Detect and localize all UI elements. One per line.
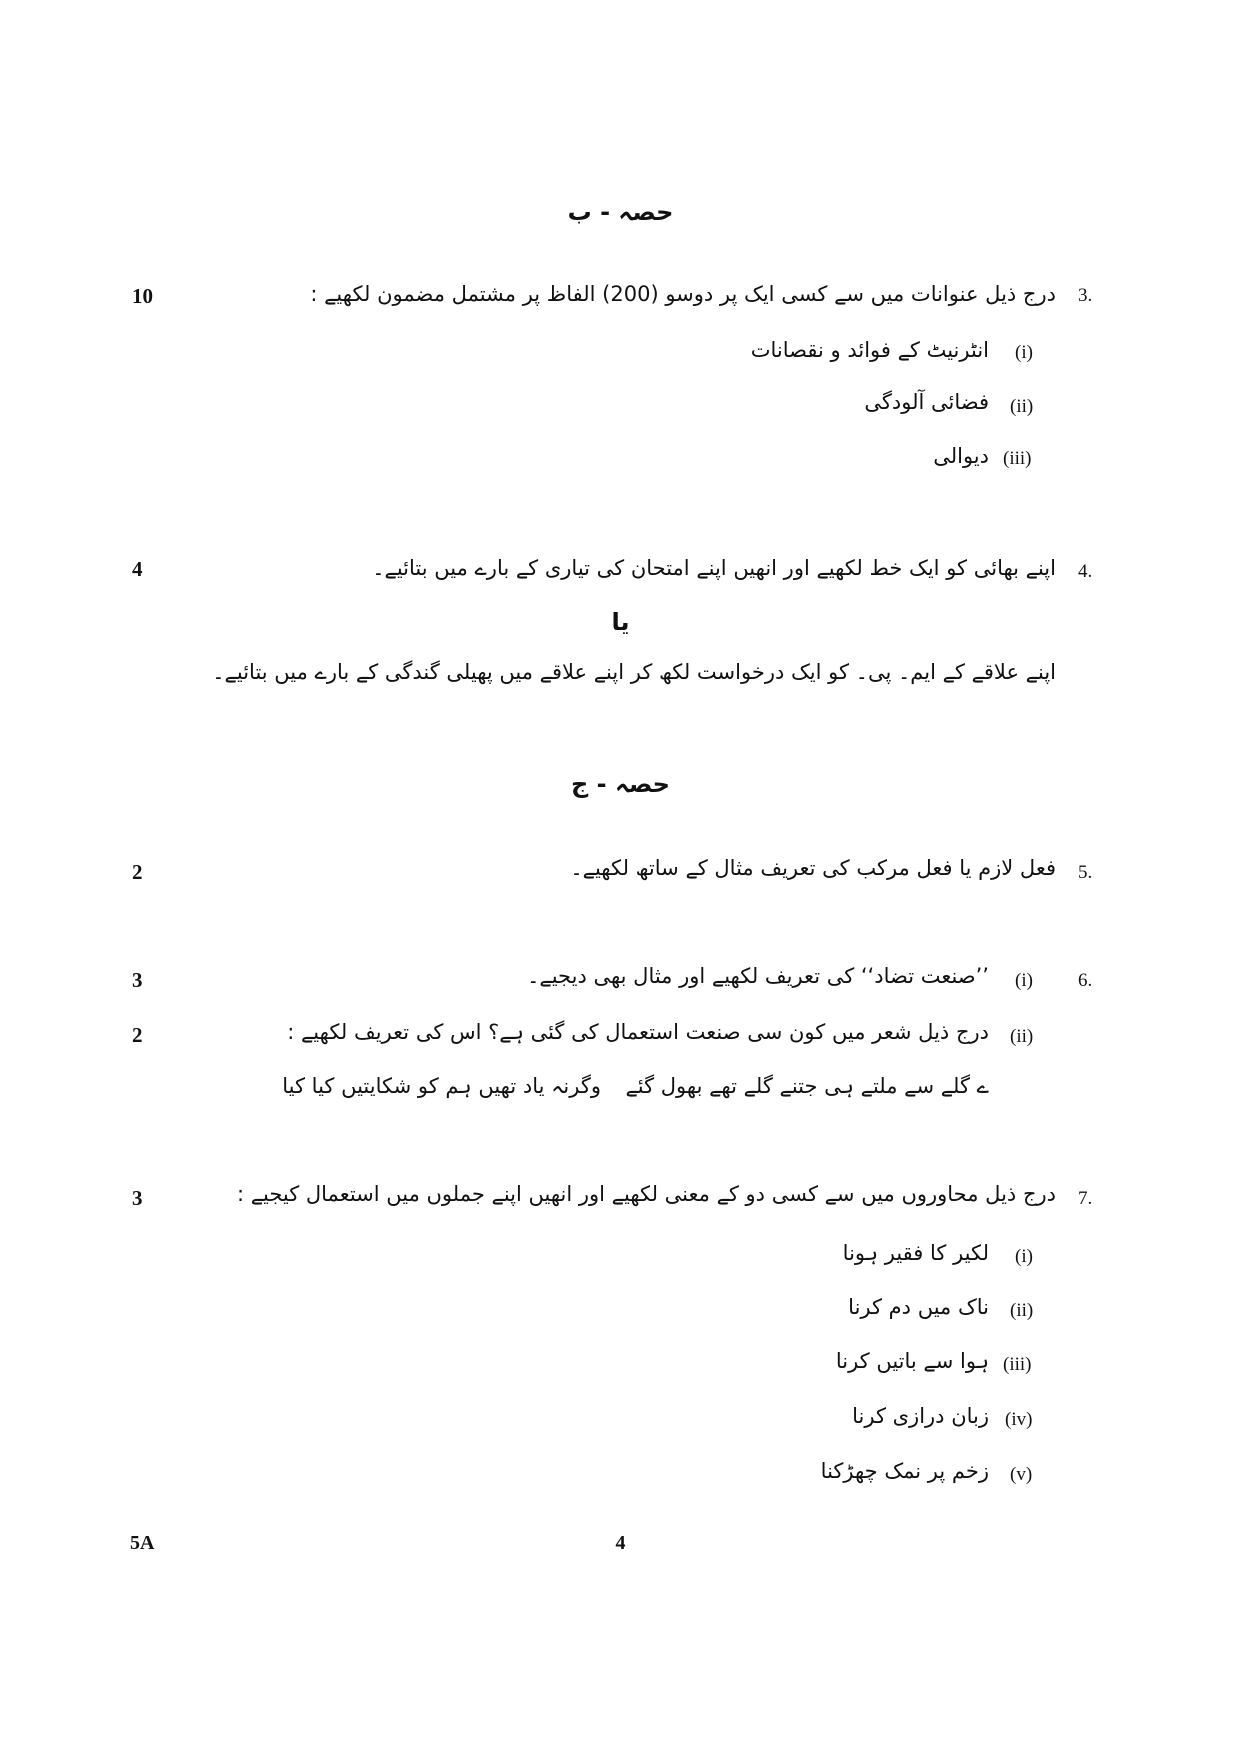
q7-text: درج ذیل محاوروں میں سے کسی دو کے معنی لکھیے اور انھیں اپنے جملوں میں استعمال کیجیے :	[236, 1182, 1056, 1206]
q7-item-text: ناک میں دم کرنا	[848, 1295, 989, 1319]
q6-ii-marks: 2	[132, 1023, 143, 1047]
q4-text: اپنے بھائی کو ایک خط لکھیے اور انھیں اپنے امتحان کی تیاری کے بارے میں بتائیے۔	[372, 556, 1056, 580]
q6-i-roman: (i)	[1015, 970, 1033, 991]
verse-first-line: ے گلے سے ملتے ہی جتنے گلے تھے بھول گئے	[625, 1074, 989, 1098]
q7-marks: 3	[132, 1186, 143, 1210]
q7-item-text: زخم پر نمک چھڑکنا	[820, 1459, 989, 1483]
q3-item-roman: (i)	[1015, 342, 1033, 363]
q3-marks: 10	[132, 284, 153, 308]
q7-item-roman: (v)	[1010, 1464, 1033, 1485]
q4-alt-text: اپنے علاقے کے ایم۔ پی۔ کو ایک درخواست لکھ کر اپنے علاقے میں پھیلی گندگی کے بارے میں بتائیے۔	[212, 660, 1056, 684]
q3-number: 3.	[1078, 285, 1093, 306]
q7-item-roman: (i)	[1015, 1246, 1033, 1267]
q7-item-text: زبان درازی کرنا	[852, 1404, 989, 1428]
q4-marks: 4	[132, 557, 143, 581]
q6-i-marks: 3	[132, 968, 143, 992]
section-heading-c: حصہ - ج	[571, 770, 670, 798]
q3-item-roman: (iii)	[1003, 448, 1032, 469]
q6-i-text: ’’صنعت تضاد‘‘ کی تعریف لکھیے اور مثال بھی دیجیے۔	[527, 964, 989, 988]
q7-item-roman: (iv)	[1005, 1409, 1033, 1430]
q7-item-text: لکیر کا فقیر ہونا	[842, 1241, 989, 1265]
q7-item-roman: (ii)	[1010, 1300, 1034, 1321]
q3-item-text: انٹرنیٹ کے فوائد و نقصانات	[750, 338, 989, 362]
q7-item-text: ہوا سے باتیں کرنا	[835, 1349, 989, 1373]
q6-ii-roman: (ii)	[1010, 1026, 1034, 1047]
or-separator: یا	[611, 608, 630, 636]
q3-item-text: دیوالی	[933, 444, 989, 468]
q7-number: 7.	[1078, 1188, 1093, 1209]
q7-item-roman: (iii)	[1003, 1354, 1032, 1375]
page-number: 4	[615, 1532, 626, 1554]
q5-number: 5.	[1078, 862, 1093, 883]
q4-number: 4.	[1078, 561, 1093, 582]
q5-text: فعل لازم یا فعل مرکب کی تعریف مثال کے ساتھ لکھیے۔	[570, 856, 1056, 880]
q3-item-text: فضائی آلودگی	[864, 390, 989, 414]
q3-item-roman: (ii)	[1010, 396, 1034, 417]
verse-second-line: وگرنہ یاد تھیں ہم کو شکایتیں کیا کیا	[282, 1074, 601, 1098]
q6-ii-text: درج ذیل شعر میں کون سی صنعت استعمال کی گئی ہے؟ اس کی تعریف لکھیے :	[287, 1020, 989, 1044]
paper-code: 5A	[130, 1532, 155, 1554]
q6-number: 6.	[1078, 970, 1093, 991]
section-heading-b: حصہ - ب	[567, 198, 674, 226]
q3-text: درج ذیل عنوانات میں سے کسی ایک پر دوسو (200) الفاظ پر مشتمل مضمون لکھیے :	[310, 282, 1056, 306]
q5-marks: 2	[132, 860, 143, 884]
